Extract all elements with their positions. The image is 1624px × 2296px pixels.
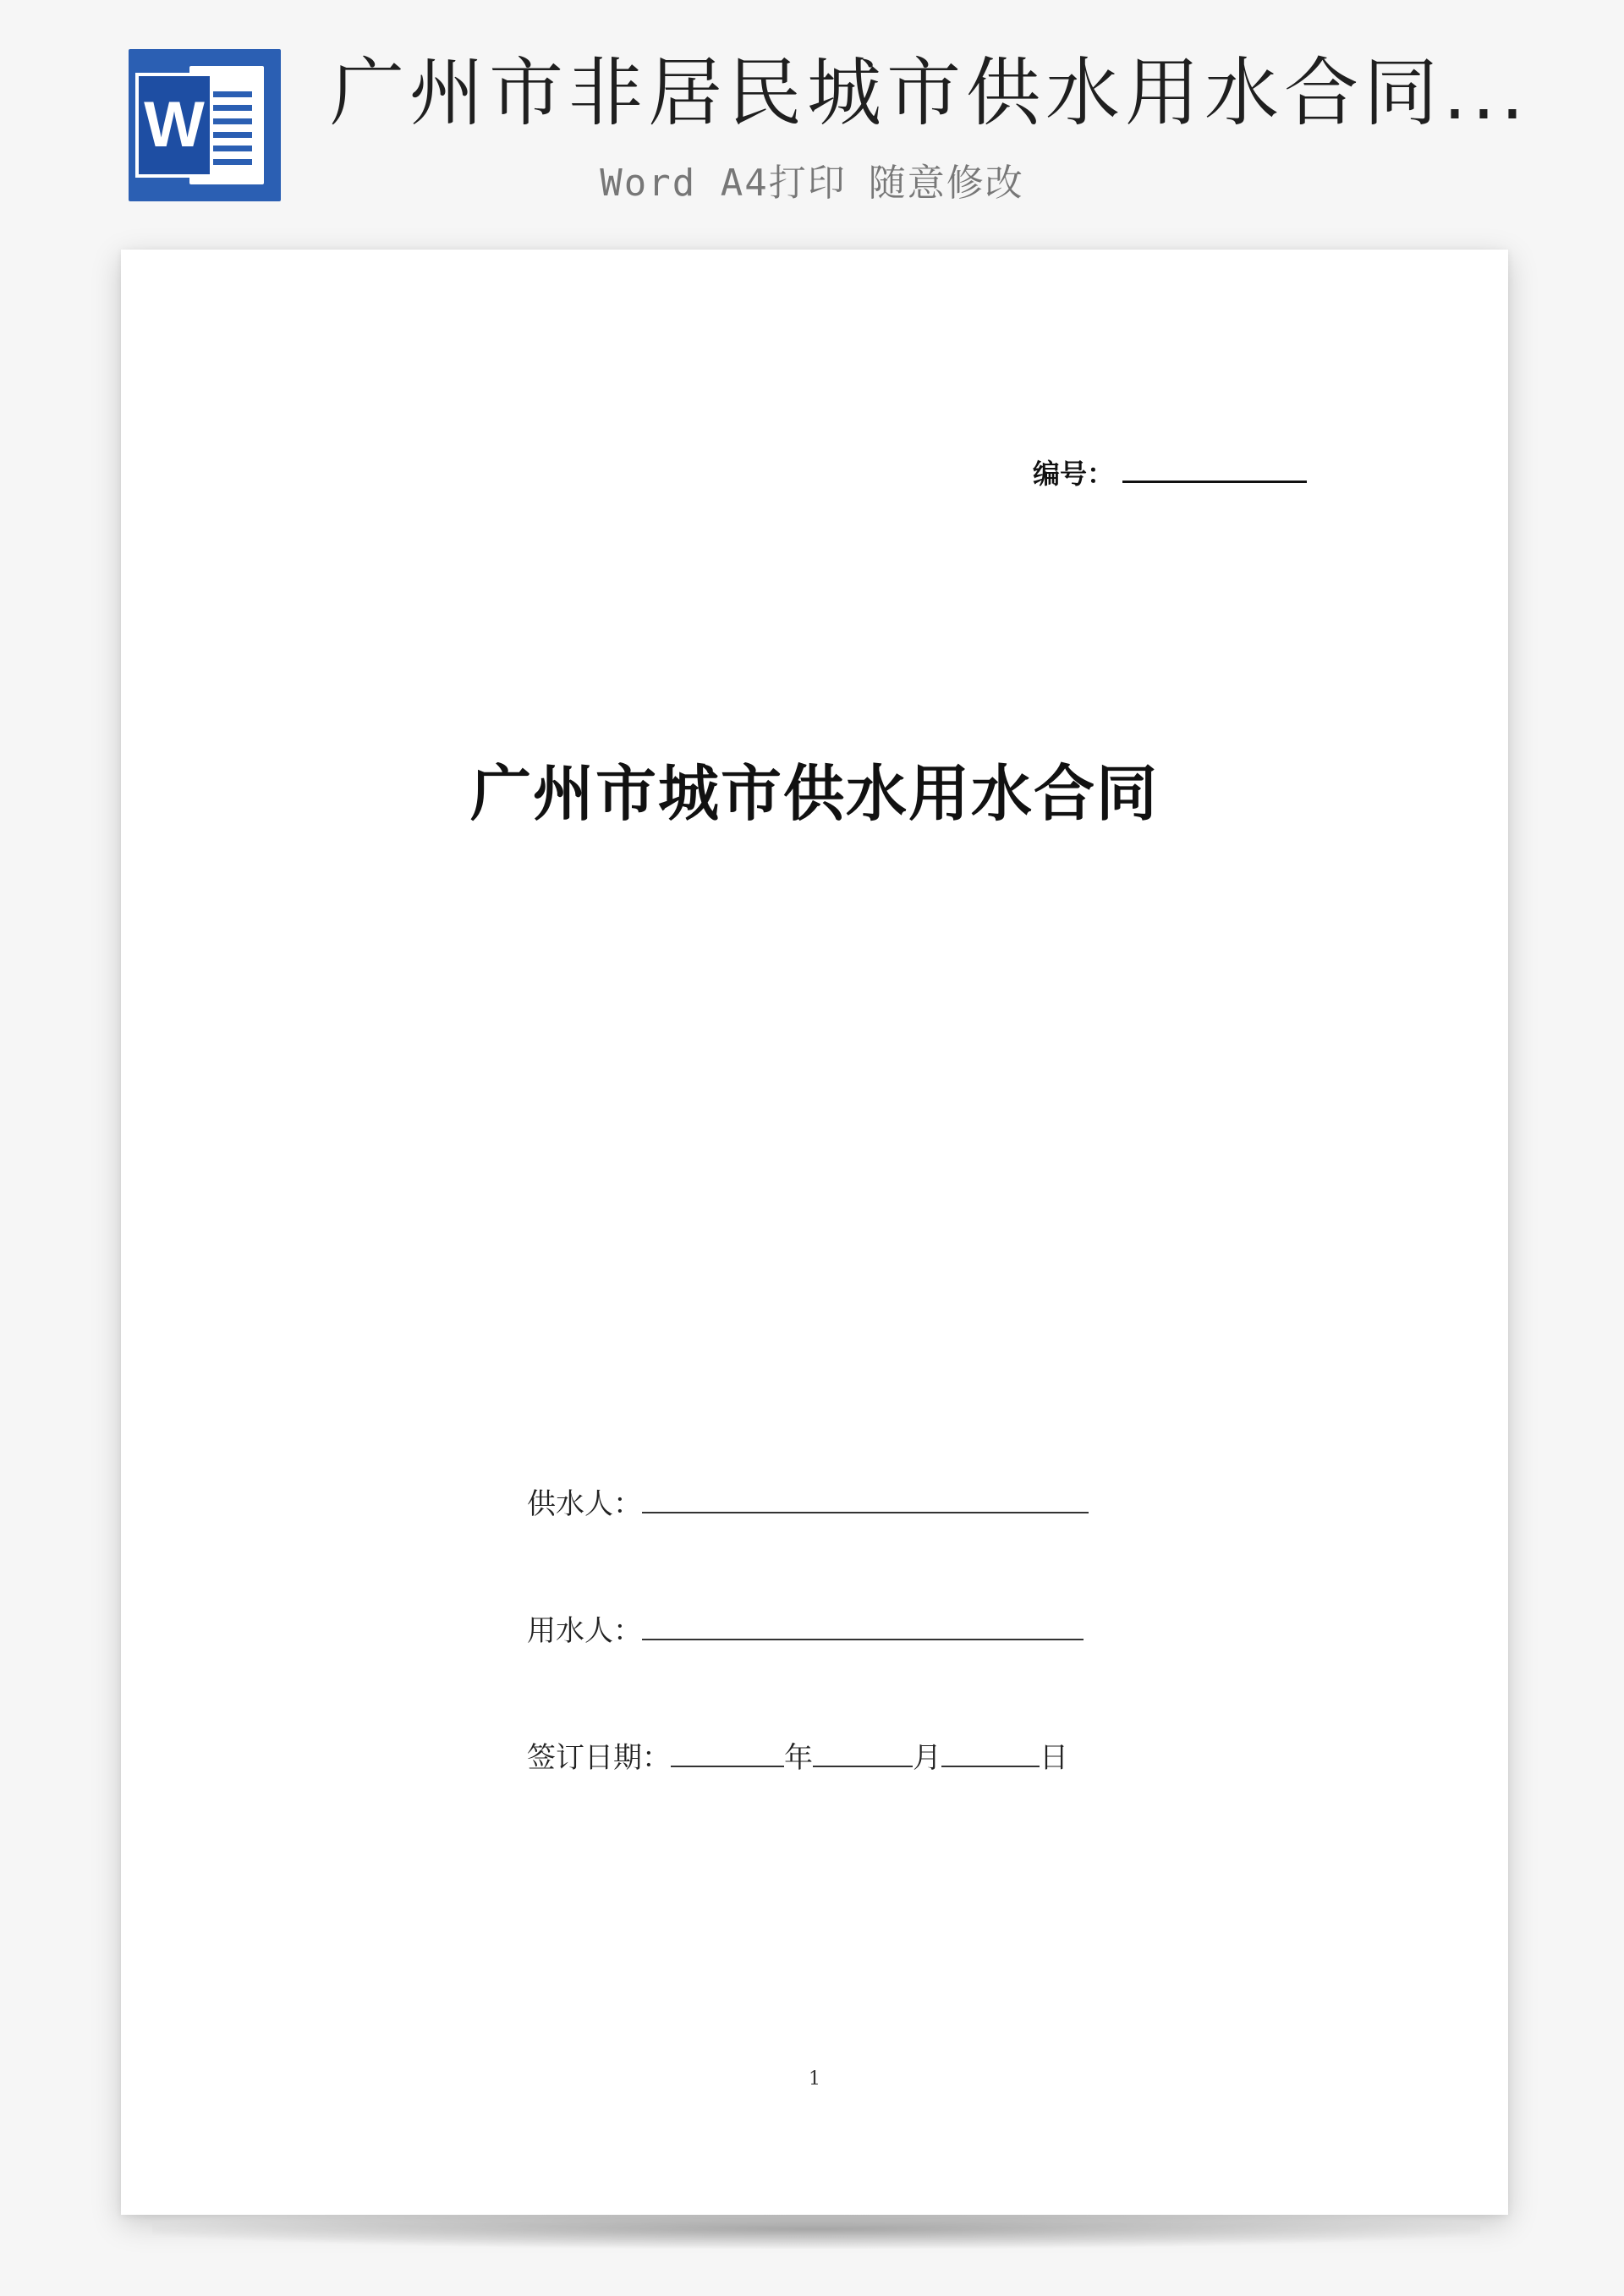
subtitle-format: Word A4打印 — [600, 162, 847, 205]
user-label: 用水人： — [527, 1614, 642, 1648]
supplier-label: 供水人： — [527, 1487, 642, 1521]
day-blank — [941, 1737, 1040, 1767]
contract-title: 广州市城市供水用水合同 — [469, 757, 1159, 829]
page-title: 广州市非居民城市供水用水合同... — [330, 52, 1529, 135]
date-label: 签订日期： — [527, 1741, 671, 1775]
word-logo-letter: W — [144, 89, 205, 161]
serial-number-field — [1033, 453, 1307, 492]
page-subtitle — [0, 152, 1624, 206]
user-blank — [642, 1610, 1084, 1640]
serial-number-label: 编号： — [1033, 458, 1115, 490]
day-unit: 日 — [1040, 1741, 1068, 1775]
user-field — [527, 1607, 1084, 1649]
subtitle-editable: 随意修改 — [868, 162, 1024, 205]
month-blank — [813, 1737, 913, 1767]
year-unit: 年 — [784, 1741, 813, 1775]
paper-shadow — [152, 2210, 1480, 2249]
supplier-field — [527, 1480, 1089, 1522]
signing-date-field — [527, 1734, 1068, 1776]
month-unit: 月 — [913, 1741, 941, 1775]
document-page — [121, 250, 1508, 2215]
serial-number-blank — [1122, 455, 1307, 483]
supplier-blank — [642, 1483, 1089, 1513]
year-blank — [671, 1737, 784, 1767]
page-number: 1 — [809, 2068, 820, 2090]
